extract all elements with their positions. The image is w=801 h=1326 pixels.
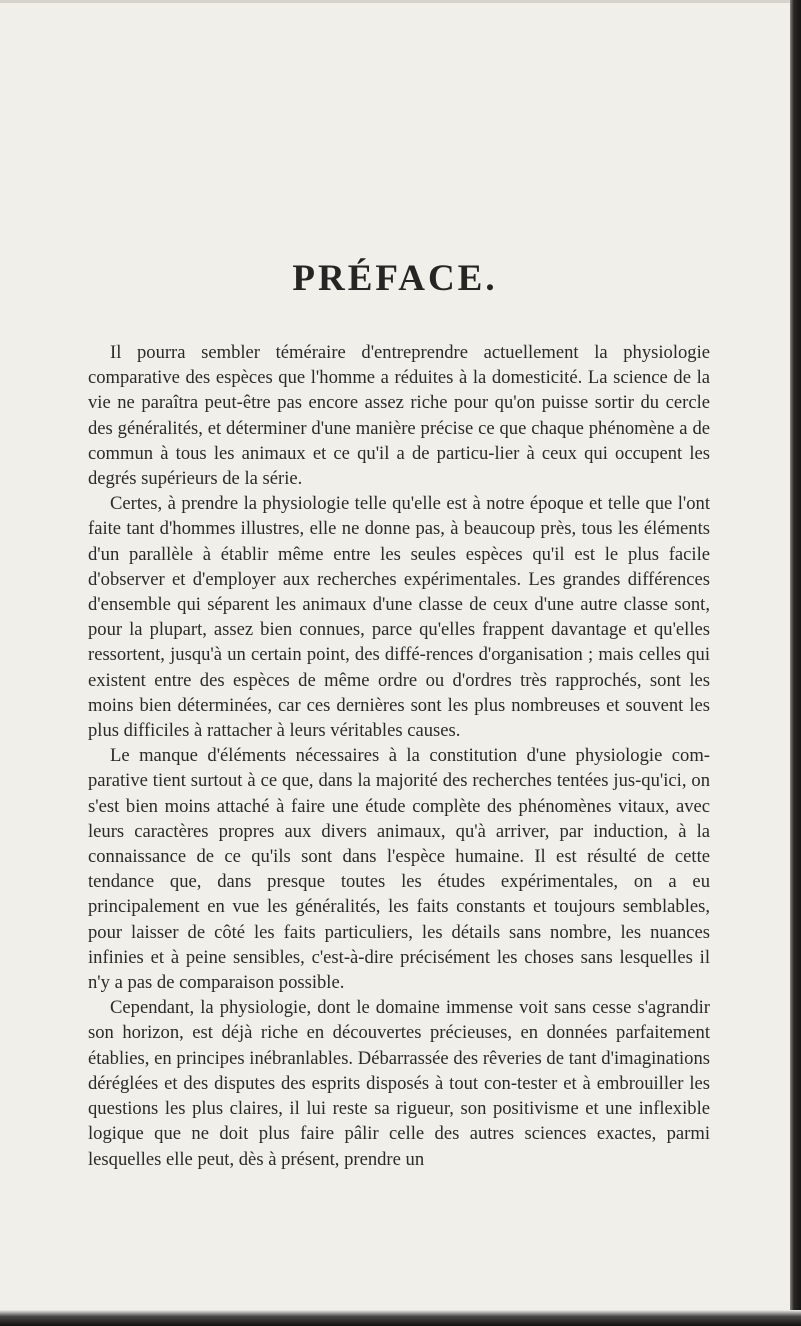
body-text xyxy=(88,340,710,1172)
paragraph-3: Le manque d'éléments nécessaires à la constitution d'une physiologie com-parative tient surtout à ce que, dans la majorité des recherches tentées jus-qu'ici, on s'est bien moins attaché à faire une étude complète des phénomènes vitaux, avec leurs caractères propres aux divers animaux, qu'à arriver, par induction, à la connaissance de ce qu'ils sont dans l'espèce humaine. Il est résulté de cette tendance que, dans presque toutes les études expérimentales, on a eu principalement en vue les généralités, les faits constants et toujours semblables, pour laisser de côté les faits particuliers, les détails sans nombre, les nuances infinies et à peine sensibles, c'est-à-dire précisément les choses sans lesquelles il n'y a pas de comparaison possible. xyxy=(88,745,710,994)
page-title: PRÉFACE. xyxy=(292,257,498,299)
paragraph-2: Certes, à prendre la physiologie telle qu'elle est à notre époque et telle que l'ont faite tant d'hommes illustres, elle ne donne pas, à beaucoup près, tous les éléments d'un parallèle à établir même entre les seules espèces qu'il est le plus facile d'observer et d'employer aux recherches expérimentales. Les grandes différences d'ensemble qui séparent les animaux d'une classe de ceux d'une autre classe sont, pour la plupart, assez bien connues, parce qu'elles frappent davantage et qu'elles ressortent, jusqu'à un certain point, des diffé-rences d'organisation ; mais celles qui existent entre des espèces de même ordre ou d'ordres très rapprochés, sont les moins bien déterminées, car ces dernières sont les plus nombreuses et souvent les plus difficiles à rattacher à leurs véritables causes. xyxy=(88,493,710,742)
paragraph-4: Cependant, la physiologie, dont le domaine immense voit sans cesse s'agrandir son horizon, est déjà riche en découvertes précieuses, en données parfaitement établies, en principes inébranlables. Débarrassée des rêveries de tant d'imaginations déréglées et des disputes des esprits disposés à tout con-tester et à embrouiller les questions les plus claires, il lui reste sa rigueur, son positivisme et une inflexible logique que ne doit plus faire pâlir celle des autres sciences exactes, parmi lesquelles elle peut, dès à présent, prendre un xyxy=(88,997,710,1170)
page-binding-edge xyxy=(790,0,801,1326)
page-top-edge xyxy=(0,0,801,3)
page-bottom-edge xyxy=(0,1310,801,1326)
paragraph-1: Il pourra sembler téméraire d'entreprendre actuellement la physiologie comparative des espèces que l'homme a réduites à la domesticité. La science de la vie ne paraîtra peut-être pas encore assez riche pour qu'on puisse sortir du cercle des généralités, et déterminer d'une manière précise ce que chaque phénomène a de commun à tous les animaux et ce qu'il a de particu-lier à ceux qui occupent les degrés supérieurs de la série. xyxy=(88,342,710,490)
